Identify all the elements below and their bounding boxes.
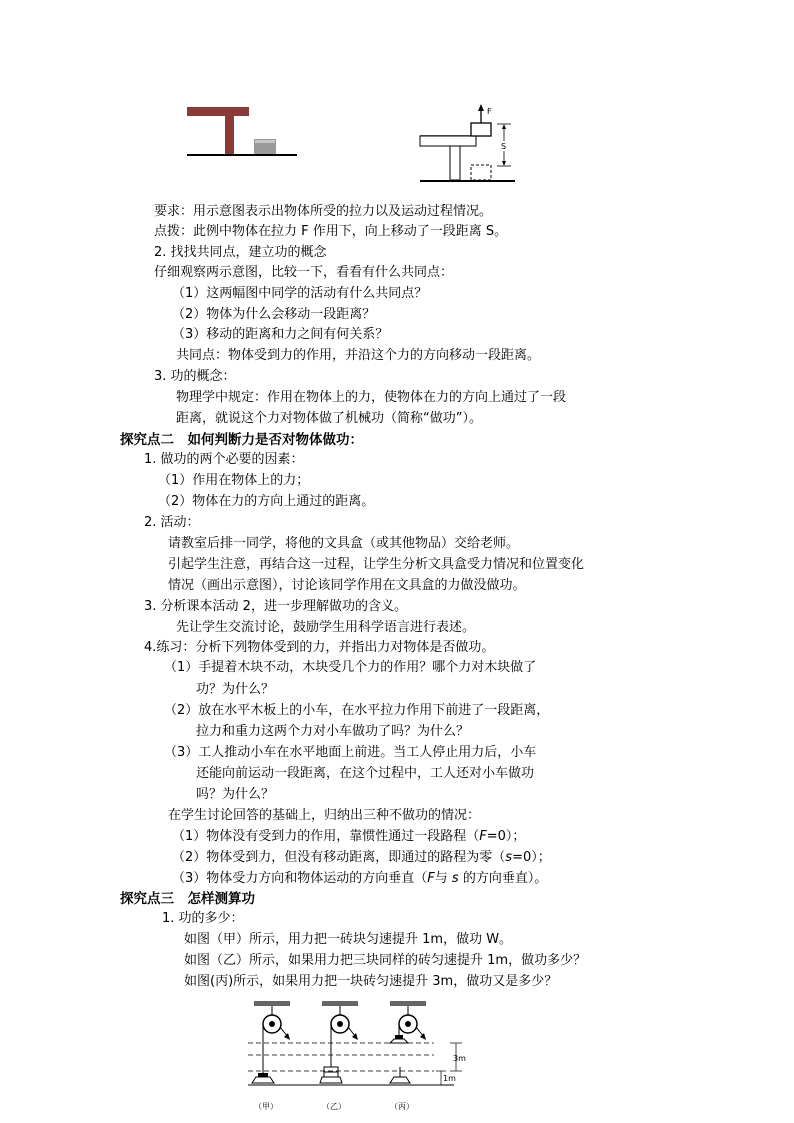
- box-start-dashed: [471, 165, 491, 180]
- line-common: 共同点：物体受到力的作用，并沿这个力的方向移动一段距离。: [176, 348, 541, 363]
- label-s: S: [501, 142, 507, 151]
- activity-line-3: 情况（画出示意图），讨论该同学作用在文具盒的力做没做功。: [168, 578, 526, 593]
- brick-c-base: [390, 1077, 410, 1083]
- heading-point-2: 探究点二 如何判断力是否对物体做功：: [120, 432, 363, 448]
- summary-1: （1）物体没有受到力的作用，靠惯性通过一段路程（F=0）；: [172, 829, 526, 844]
- summary-title: 在学生讨论回答的基础上，归纳出三种不做功的情况：: [168, 808, 481, 823]
- work-case-b: 如图（乙）所示，如果用力把三块同样的砖匀速提升 1m，做功多少？: [184, 953, 587, 968]
- practice-2b: 拉力和重力这两个力对小车做功了吗？为什么？: [196, 724, 470, 739]
- practice-title: 4.练习：分析下列物体受到的力，并指出力对物体是否做功。: [144, 640, 495, 655]
- practice-3b: 还能向前运动一段距离，在这个过程中，工人还对小车做功: [196, 766, 535, 781]
- label-bing: （丙）: [390, 1102, 414, 1111]
- desk-leg: [225, 116, 234, 154]
- line-observe: 仔细观察两示意图，比较一下，看看有什么共同点：: [154, 265, 454, 280]
- figure-lift-box: [418, 100, 518, 186]
- line-requirement: 要求：用示意图表示出物体所受的拉力以及运动过程情况。: [154, 204, 493, 219]
- activity-line-1: 请教室后排一同学，将他的文具盒（或其他物品）交给老师。: [168, 536, 520, 551]
- question-3: （3）移动的距离和力之间有何关系？: [172, 327, 389, 342]
- summary-3: （3）物体受力方向和物体运动的方向垂直（F与 s 的方向垂直）。: [172, 871, 548, 886]
- dim-3m: 3m: [453, 1054, 466, 1063]
- definition-2: 距离，就说这个力对物体做了机械功（简称“做功”）。: [176, 411, 482, 426]
- figure-pulleys: [244, 997, 474, 1115]
- label-yi: （乙）: [322, 1102, 346, 1111]
- label-f: F: [487, 107, 492, 116]
- desk-top: [187, 107, 249, 116]
- figure-desk-box: [185, 104, 300, 160]
- work-case-c: 如图(丙)所示，如果用力把一块砖匀速提升 3m，做功又是多少？: [184, 974, 558, 989]
- box-raised: [471, 123, 491, 136]
- dim-1m: 1m: [443, 1074, 456, 1083]
- summary-2: （2）物体受到力，但没有移动距离，即通过的路程为零（s=0）；: [172, 850, 551, 865]
- heading-point-3: 探究点三 怎样测算功: [120, 891, 255, 907]
- brick-a: [252, 1077, 274, 1083]
- line-tip: 点拨：此例中物体在拉力 F 作用下，向上移动了一段距离 S。: [154, 224, 508, 239]
- question-1: （1）这两幅图中同学的活动有什么共同点？: [172, 286, 428, 301]
- practice-1a: （1）手提着木块不动，木块受几个力的作用？哪个力对木块做了: [164, 660, 537, 675]
- analysis-title: 3. 分析课本活动 2，进一步理解做功的含义。: [144, 599, 407, 614]
- activity-line-2: 引起学生注意，再结合这一过程，让学生分析文具盒受力情况和位置变化: [168, 557, 585, 572]
- practice-2a: （2）放在水平木板上的小车，在水平拉力作用下前进了一段距离，: [164, 703, 550, 718]
- practice-3c: 吗？为什么？: [196, 787, 275, 802]
- work-amount-title: 1. 功的多少：: [162, 911, 244, 926]
- analysis-line: 先让学生交流讨论，鼓励学生用科学语言进行表述。: [176, 620, 476, 635]
- factor-2: （2）物体在力的方向上通过的距离。: [158, 494, 375, 509]
- section2-title: 2. 找找共同点，建立功的概念: [154, 245, 327, 260]
- brick-c-raised: [390, 1039, 408, 1043]
- section3-title: 3. 功的概念：: [154, 369, 236, 384]
- practice-3a: （3）工人推动小车在水平地面上前进。当工人停止用力后，小车: [164, 745, 537, 760]
- factor-1: （1）作用在物体上的力；: [158, 473, 310, 488]
- label-jia: （甲）: [254, 1102, 278, 1111]
- question-2: （2）物体为什么会移动一段距离？: [172, 307, 376, 322]
- activity-title: 2. 活动：: [144, 515, 200, 530]
- definition-1: 物理学中规定：作用在物体上的力，使物体在力的方向上通过了一段: [176, 390, 567, 405]
- factor-title: 1. 做功的两个必要的因素：: [144, 452, 304, 467]
- practice-1b: 功？为什么？: [196, 682, 275, 697]
- work-case-a: 如图（甲）所示，用力把一砖块匀速提升 1m，做功 W。: [184, 932, 513, 947]
